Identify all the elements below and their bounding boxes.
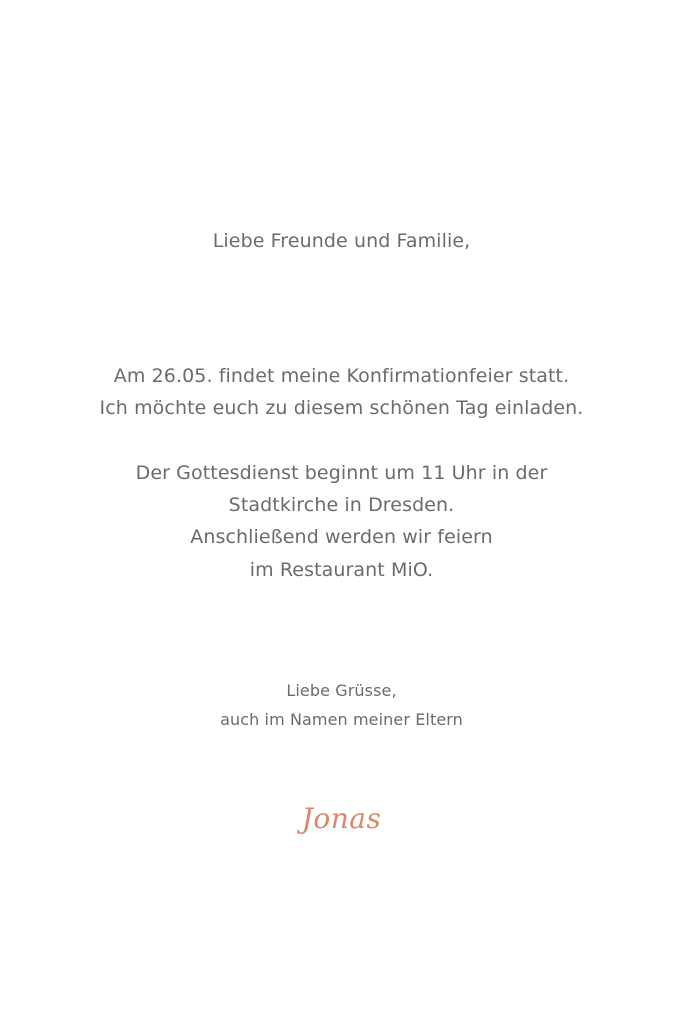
paragraph2-line-3: Anschließend werden wir feiern xyxy=(190,526,493,548)
signature-name: Jonas xyxy=(301,802,382,835)
paragraph2-line-1: Der Gottesdienst beginnt um 11 Uhr in der xyxy=(135,462,548,484)
paragraph2-line-2: Stadtkirche in Dresden. xyxy=(228,494,455,516)
closing-line-1: Liebe Grüsse, xyxy=(286,681,397,700)
paragraph1-line-1: Am 26.05. findet meine Konfirmationfeier statt. xyxy=(113,365,570,387)
paragraph1-line-2: Ich möchte euch zu diesem schönen Tag einladen. xyxy=(99,397,584,419)
closing-line-2: auch im Namen meiner Eltern xyxy=(220,710,463,729)
paragraph2-line-4: im Restaurant MiO. xyxy=(249,559,434,581)
greeting-text: Liebe Freunde und Familie, xyxy=(212,230,471,252)
